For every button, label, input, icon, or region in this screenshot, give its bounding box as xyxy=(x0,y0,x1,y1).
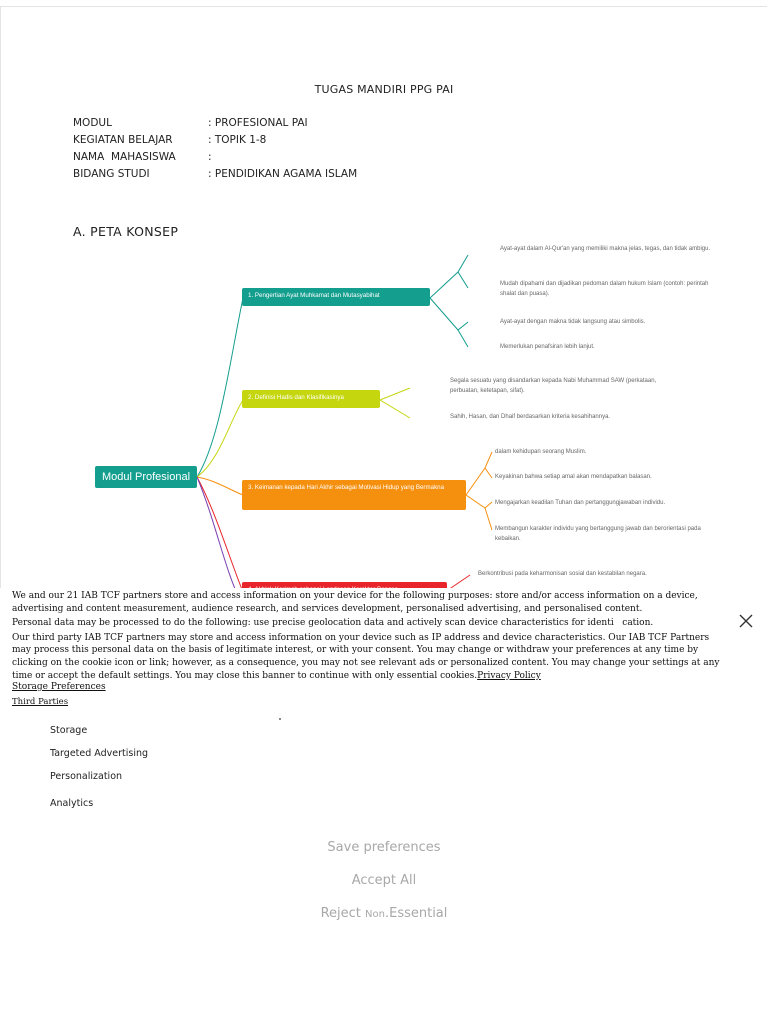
leaf-1-1: Ayat-ayat dalam Al-Qur'an yang memiliki makna jelas, tegas, dan tidak ambigu. xyxy=(500,246,711,252)
reject-label-end: .Essential xyxy=(384,906,448,921)
leaf-3-1: dalam kehidupan seorang Muslim. xyxy=(495,449,587,455)
third-parties-link[interactable]: Third Parties xyxy=(12,697,69,707)
meta-value: : PENDIDIKAN AGAMA ISLAM xyxy=(208,168,358,180)
leaf-1-2: Mudah dipahami dan dijadikan pedoman dalam hukum Islam (contoh: perintah shalat dan puasa). xyxy=(500,281,709,297)
meta-row-kegiatan xyxy=(73,134,357,151)
branch-node-2: 2. Definisi Hadis dan Klasifikasinya xyxy=(242,390,380,408)
category-analytics[interactable]: Analytics xyxy=(50,798,94,809)
consent-paragraph-3-text: Our third party IAB TCF partners may store and access information on your device such as IP address and device characteristics. Our IAB TCF Partners may process this personal data on the basis of legitimate interest, or with your consent. You may change or withdraw your preferences at any time by clicking on the cookie icon or link; however, as a consequence, you may not see relevant ads or personalized content. You may change your settings at any time or accept the default settings. You may close this banner to continue with only essential cookies. xyxy=(12,632,720,681)
branch-node-1: 1. Pengertian Ayat Muhkamat dan Mutasyabihat xyxy=(242,288,430,306)
separator-dot xyxy=(279,718,281,720)
meta-key: MODUL xyxy=(73,117,112,129)
storage-preferences-link[interactable]: Storage Preferences xyxy=(12,682,106,692)
privacy-policy-link[interactable]: Privacy Policy xyxy=(477,670,541,681)
category-personalization[interactable]: Personalization xyxy=(50,771,123,782)
leaf-3-3: Mengajarkan keadilan Tuhan dan pertanggungjawaban individu. xyxy=(495,500,666,506)
category-targeted-advertising[interactable]: Targeted Advertising xyxy=(50,748,149,759)
document-meta xyxy=(73,117,357,185)
reject-non-essential-button[interactable] xyxy=(0,905,768,922)
consent-text xyxy=(12,590,722,684)
connector-b3 xyxy=(197,477,243,495)
accept-all-button[interactable]: Accept All xyxy=(0,872,768,889)
leaf-3-4: Membangun karakter individu yang bertanggung jawab dan berorientasi pada kebaikan. xyxy=(495,526,701,542)
leaf-4-1: Berkontribusi pada keharmonisan sosial dan kestabilan negara. xyxy=(478,571,647,577)
meta-row-nama xyxy=(73,151,357,168)
cookie-consent-banner xyxy=(0,588,768,1024)
connector-b5 xyxy=(197,477,240,600)
meta-row-modul xyxy=(73,117,357,134)
meta-key: KEGIATAN BELAJAR xyxy=(73,134,173,146)
close-icon[interactable] xyxy=(738,613,754,629)
reject-label-small: Non xyxy=(365,909,385,920)
consent-paragraph-2: Personal data may be processed to do the following: use precise geolocation data and actively scan device characteristics for identi cation. xyxy=(12,618,654,629)
consent-paragraph-3 xyxy=(12,632,722,682)
document-title: TUGAS MANDIRI PPG PAI xyxy=(314,83,454,96)
section-heading: A. PETA KONSEP xyxy=(73,224,179,239)
meta-key: NAMA MAHASISWA xyxy=(73,151,176,163)
meta-key: BIDANG STUDI xyxy=(73,168,150,180)
central-node: Modul Profesional xyxy=(95,466,197,488)
connector-b1 xyxy=(197,298,243,477)
leaf-2-2: Sahih, Hasan, dan Dhaif berdasarkan kriteria kesahihannya. xyxy=(450,414,611,420)
save-preferences-button[interactable]: Save preferences xyxy=(0,839,768,856)
reject-label: Reject xyxy=(320,906,366,921)
leaf-3-2: Keyakinan bahwa setiap amal akan mendapatkan balasan. xyxy=(495,474,652,480)
leaf-2-1: Segala sesuatu yang disandarkan kepada Nabi Muhammad SAW (perkataan, perbuatan, ketetapan, sifat). xyxy=(450,378,657,394)
leaf-1-4: Memerlukan penafsiran lebih lanjut. xyxy=(500,344,595,350)
meta-value: : xyxy=(208,151,212,163)
meta-row-bidang xyxy=(73,168,357,185)
category-storage[interactable]: Storage xyxy=(50,725,88,736)
branch-node-3: 3. Keimanan kepada Hari Akhir sebagai Motivasi Hidup yang Bermakna xyxy=(242,480,466,510)
meta-value: : PROFESIONAL PAI xyxy=(208,117,308,129)
meta-value: : TOPIK 1-8 xyxy=(208,134,267,146)
leaf-1-3: Ayat-ayat dengan makna tidak langsung atau simbolis. xyxy=(500,319,646,325)
consent-paragraph-1: We and our 21 IAB TCF partners store and access information on your device for the following purposes: store and/or access information on a device, advertising and content measurement, audience research, and services development, personalised advertising, and personalised content. xyxy=(12,591,698,614)
